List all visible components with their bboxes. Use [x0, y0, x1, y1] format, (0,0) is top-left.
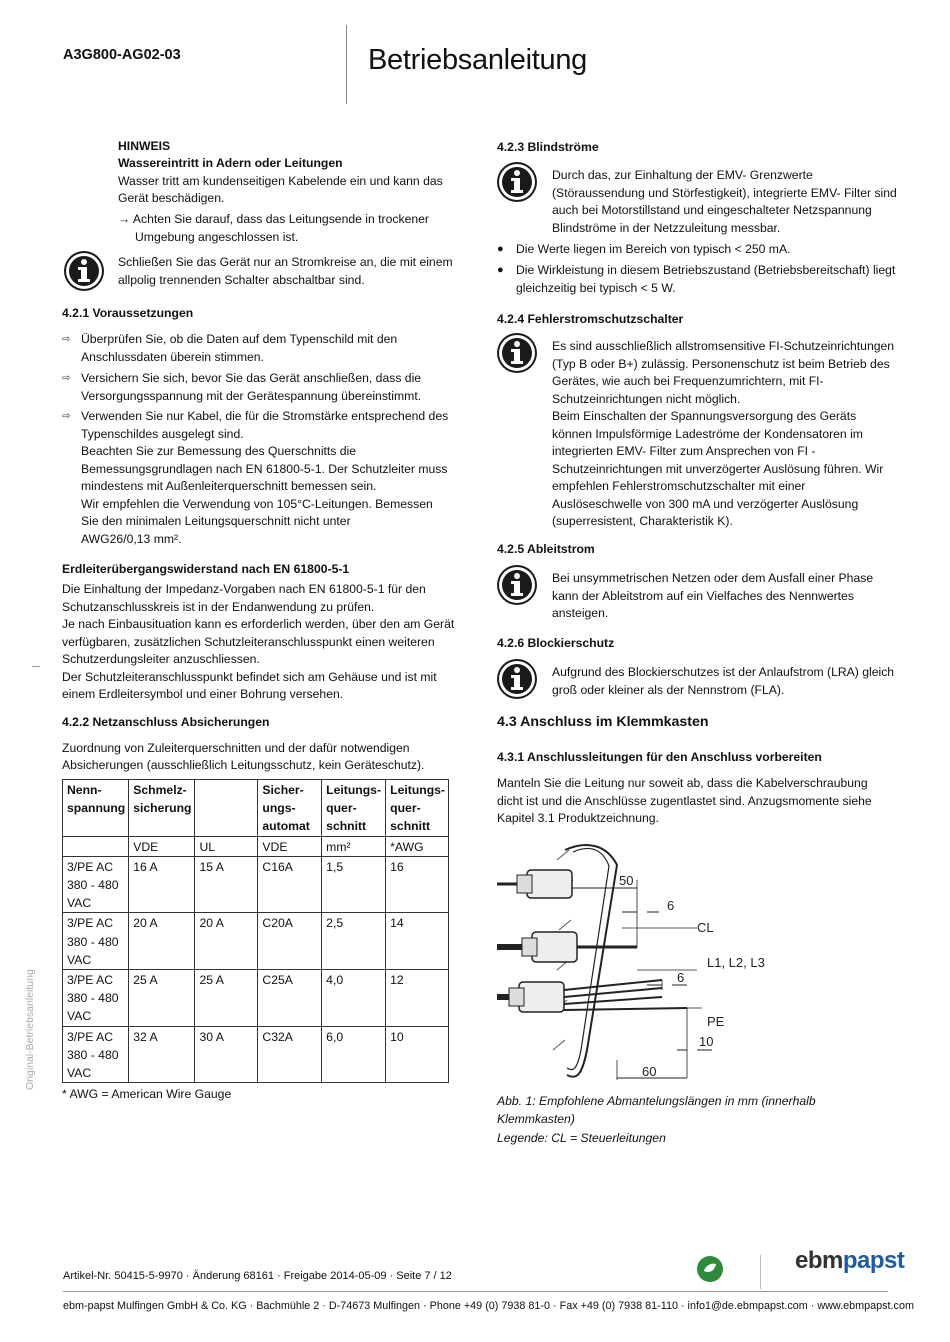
header-divider: [346, 25, 347, 104]
info-paragraph: [552, 664, 894, 699]
paragraph-line: Blindströme in der Netzzuleitung messbar.: [552, 220, 781, 235]
cable-gland-middle: [497, 932, 577, 962]
list-item-line: Die Wirkleistung in diesem Betriebszustand (Betriebsbereitschaft) liegt: [516, 263, 896, 277]
info-icon: [497, 659, 537, 699]
paragraph-line: Aufgrund des Blockierschutzes ist der Anlaufstrom (LRA) gleich: [552, 665, 895, 679]
paragraph-line: Die Einhaltung der Impedanz-Vorgaben nach EN 61800-5-1 für den: [62, 582, 426, 596]
table-row: [63, 913, 449, 970]
table-cell: 25 A: [195, 970, 258, 1027]
info-paragraph: [552, 167, 897, 237]
paragraph-line: Je nach Einbausituation kann es erforderlich werden, über den am Gerät: [62, 617, 455, 631]
arrow-right-icon: ⇨: [62, 334, 71, 345]
paragraph-line: (superresistent, Charakteristik K).: [552, 514, 733, 528]
info-paragraph: [552, 570, 873, 623]
table-cell: 15 A: [195, 856, 258, 913]
paragraph-line: Bei unsymmetrischen Netzen oder dem Ausfall einer Phase: [552, 571, 874, 585]
table-cell: mm²: [322, 836, 386, 856]
table-cell: 30 A: [195, 1026, 258, 1083]
table-cell: 1,5: [322, 856, 386, 913]
paragraph-line: Schutzanschlusskreis ist in der Endanwendung zu prüfen.: [62, 599, 375, 614]
pe-wire: [564, 1008, 687, 1010]
section-title-424: 4.2.4 Fehlerstromschutzschalter: [497, 312, 684, 326]
list-item-line: Typenschildes ausgelegt sind.: [81, 426, 244, 441]
paragraph-line: Auslöseschwelle von 300 mA und verzögerter Auslösung: [552, 496, 859, 511]
paragraph-line: Schutzerdungsleiter anzuschliessen.: [62, 652, 260, 666]
table-footnote: * AWG = American Wire Gauge: [62, 1087, 232, 1101]
table-cell: *AWG: [386, 836, 449, 856]
section-title-earth: Erdleiterübergangswiderstand nach EN 61800-5-1: [62, 562, 350, 576]
figure-legend: Legende: CL = Steuerleitungen: [497, 1131, 666, 1145]
info-icon: [497, 565, 537, 605]
list-item-line: Versorgungsspannung mit der Gerätespannung übereinstimmt.: [81, 388, 422, 403]
bullet-icon: ●: [497, 243, 504, 255]
side-label: Original-Betriebsanleitung: [24, 969, 36, 1090]
list-item-line: Die Werte liegen im Bereich von typisch < 250 mA.: [516, 242, 791, 256]
bullet-icon: ●: [497, 264, 504, 276]
notice-label: HINWEIS: [118, 139, 171, 153]
table-cell: 2,5: [322, 913, 386, 970]
info-paragraph: [552, 338, 894, 531]
table-cell: 3/PE AC 380 - 480 VAC: [63, 970, 129, 1027]
table-header-cell: Nenn- spannung: [63, 780, 129, 837]
table-header-cell: Schmelz- sicherung: [129, 780, 195, 837]
figure-caption: Abb. 1: Empfohlene Abmantelungslängen in mm (innerhalb: [497, 1094, 816, 1108]
paragraph-line: (Störaussendung und Störfestigkeit), integrierte EMV- Filter sind: [552, 185, 897, 200]
table-cell: 14: [386, 913, 449, 970]
footer-company-info: ebm-papst Mulfingen GmbH & Co. KG · Bachmühle 2 · D-74673 Mulfingen · Phone +49 (0) 7938 81-0 · Fax +49 (0) 7938 81-110 · info1@de.ebmpapst.com · www.ebmpapst.com: [63, 1300, 914, 1312]
list-item-line: Überprüfen Sie, ob die Daten auf dem Typenschild mit den: [81, 332, 398, 346]
table-cell: C16A: [258, 856, 322, 913]
table-header-cell: Leitungs- quer- schnitt: [386, 780, 449, 837]
label-l1-l2-l3: L1, L2, L3: [707, 955, 765, 970]
list-item-line: Sie den minimalen Leitungsquerschnitt nicht unter: [81, 514, 351, 528]
dim-label-60: 60: [642, 1064, 657, 1079]
section-title-431: 4.3.1 Anschlussleitungen für den Anschluss vorbereiten: [497, 750, 822, 764]
info-icon: [64, 251, 104, 291]
section-title-425: 4.2.5 Ableitstrom: [497, 542, 595, 556]
paragraph-line: Der Schutzleiteranschlusspunkt befindet sich am Gehäuse und ist mit: [62, 669, 437, 684]
table-cell: 4,0: [322, 970, 386, 1027]
paragraph-line: können Impulsförmige Ladeströme der Kondensatoren im: [552, 426, 863, 441]
paragraph-line: integrierten EMV- Filter zum Ansprechen von FI -: [552, 444, 816, 458]
info-text-line: Schließen Sie das Gerät nur an Stromkreise an, die mit einem: [118, 255, 453, 269]
label-pe: PE: [707, 1014, 725, 1029]
section-title-43: 4.3 Anschluss im Klemmkasten: [497, 714, 709, 730]
paragraph-line: (Typ B oder B+) zulässig. Personenschutz ist beim Betrieb des: [552, 356, 890, 371]
table-cell: 20 A: [195, 913, 258, 970]
table-intro-line: Zuordnung von Zuleiterquerschnitten und der dafür notwendigen: [62, 741, 410, 755]
table-cell: 12: [386, 970, 449, 1027]
notice-action-line: → Achten Sie darauf, dass das Leitungsende in trockener: [118, 212, 429, 226]
paragraph-line: Schutzeinrichtungen nicht möglich.: [552, 391, 741, 406]
notice-text-line: Wasser tritt am kundenseitigen Kabelende ein und kann das: [118, 174, 443, 188]
ebmpapst-logo: ebmpapst: [795, 1247, 905, 1274]
table-cell: VDE: [258, 836, 322, 856]
table-header-cell: Leitungs- quer- schnitt: [322, 780, 386, 837]
paragraph: [497, 775, 872, 828]
list-item-line: Bemessungsgrundlagen nach EN 61800-5-1. Der Schutzleiter muss: [81, 461, 448, 476]
earth-paragraph: [62, 581, 454, 704]
figure-caption: Klemmkasten): [497, 1112, 575, 1126]
paragraph-line: ansteigen.: [552, 606, 609, 620]
table-cell: UL: [195, 836, 258, 856]
info-text-line: allpolig trennenden Schalter abschaltbar sind.: [118, 273, 365, 287]
green-tech-badge: [697, 1256, 723, 1282]
paragraph-line: Es sind ausschließlich allstromsensitive FI-Schutzeinrichtungen: [552, 339, 895, 353]
footer-rule: [63, 1291, 888, 1292]
table-intro-line: Absicherungen (ausschließlich Leitungsschutz, kein Geräteschutz).: [62, 758, 425, 772]
paragraph-line: Kapitel 3.1 Produktzeichnung.: [497, 811, 659, 825]
table-cell: VDE: [129, 836, 195, 856]
notice-action-line: Umgebung angeschlossen ist.: [135, 230, 299, 244]
table-header-cell: [195, 780, 258, 837]
paragraph-line: auch bei Motorstillstand und eingeschalteter Netzspannung: [552, 203, 872, 217]
page-title: Betriebsanleitung: [368, 44, 587, 76]
paragraph-line: empfehlen Fehlerstromschutzschalter mit einer: [552, 479, 806, 493]
section-title-423: 4.2.3 Blindströme: [497, 140, 599, 154]
paragraph-line: Beim Einschalten der Spannungsversorgung des Geräts: [552, 409, 857, 423]
table-cell: 25 A: [129, 970, 195, 1027]
label-cl: CL: [697, 920, 714, 935]
footer-article-info: Artikel-Nr. 50415-5-9970 · Änderung 68161 · Freigabe 2014-05-09 · Seite 7 / 12: [63, 1270, 452, 1282]
section-title-426: 4.2.6 Blockierschutz: [497, 636, 615, 650]
margin-mark: [32, 666, 40, 667]
list-item-line: Anschlussdaten überein stimmen.: [81, 349, 264, 364]
info-icon: [497, 333, 537, 373]
table-cell: 3/PE AC 380 - 480 VAC: [63, 913, 129, 970]
table-row: [63, 1026, 449, 1083]
cable-stripping-figure: [497, 830, 777, 1090]
table-cell: 16 A: [129, 856, 195, 913]
table-cell: 20 A: [129, 913, 195, 970]
footer-divider: [760, 1255, 761, 1289]
table-cell: 3/PE AC 380 - 480 VAC: [63, 856, 129, 913]
paragraph-line: dicht ist und die Anschlüsse zugentlastet sind. Anzugsmomente siehe: [497, 793, 872, 808]
cable-gland-bottom: [497, 982, 564, 1012]
table-cell: 6,0: [322, 1026, 386, 1083]
info-icon: [497, 162, 537, 202]
table-units-row: [63, 836, 449, 856]
table-header-row: [63, 780, 449, 837]
list-item-line: gleichzeitig bei typisch < 5 W.: [516, 280, 676, 295]
table-cell: C32A: [258, 1026, 322, 1083]
document-code: A3G800-AG02-03: [63, 47, 181, 63]
paragraph-line: verfügbaren, zusätzlichen Schutzleiteranschlusspunkt einen weiteren: [62, 634, 435, 649]
paragraph-line: groß oder kleiner als der Nennstrom (FLA).: [552, 682, 785, 697]
table-cell: 10: [386, 1026, 449, 1083]
list-item-line: Verwenden Sie nur Kabel, die für die Stromstärke entsprechend des: [81, 409, 449, 423]
table-cell: C20A: [258, 913, 322, 970]
arrow-right-icon: ⇨: [62, 411, 71, 422]
paragraph-line: Gerätes, wie auch bei Frequenzumrichtern, mit FI-: [552, 374, 824, 388]
paragraph-line: Manteln Sie die Leitung nur soweit ab, dass die Kabelverschraubung: [497, 776, 868, 790]
section-title-422: 4.2.2 Netzanschluss Absicherungen: [62, 715, 270, 729]
table-cell: 16: [386, 856, 449, 913]
table-cell: 3/PE AC 380 - 480 VAC: [63, 1026, 129, 1083]
notice-heading: Wassereintritt in Adern oder Leitungen: [118, 156, 343, 170]
dim-label-50: 50: [619, 873, 634, 888]
section-title-421: 4.2.1 Voraussetzungen: [62, 306, 194, 320]
list-item-line: Wir empfehlen die Verwendung von 105°C-Leitungen. Bemessen: [81, 496, 433, 511]
list-item-line: mindestens mit Außenleiterquerschnitt bemessen sein.: [81, 479, 377, 493]
table-header-cell: Sicher- ungs- automat: [258, 780, 322, 837]
cable-gland-top: [497, 870, 572, 898]
table-cell: C25A: [258, 970, 322, 1027]
paragraph-line: Schutzeinrichtungen mit unverzögerter Auslösung führen. Wir: [552, 461, 884, 476]
paragraph-line: kann der Ableitstrom auf ein Vielfaches des Nennwertes: [552, 588, 854, 603]
arrow-right-icon: ⇨: [62, 373, 71, 384]
dim-label-6: 6: [667, 898, 675, 913]
table-cell: 32 A: [129, 1026, 195, 1083]
list-item-line: Versichern Sie sich, bevor Sie das Gerät anschließen, dass die: [81, 371, 422, 385]
paragraph-line: Durch das, zur Einhaltung der EMV- Grenzwerte: [552, 168, 813, 182]
notice-text-line: Gerät beschädigen.: [118, 191, 225, 205]
paragraph-line: einem Erdleitersymbol und einer Bohrung versehen.: [62, 687, 344, 701]
table-row: [63, 856, 449, 913]
list-item-line: AWG26/0,13 mm².: [81, 531, 182, 546]
list-item-line: Beachten Sie zur Bemessung des Querschnitts die: [81, 444, 357, 458]
dim-label-6: 6: [677, 970, 685, 985]
table-cell: [63, 836, 129, 856]
dim-label-10: 10: [699, 1034, 714, 1049]
fuse-table: [62, 779, 449, 1083]
table-row: [63, 970, 449, 1027]
